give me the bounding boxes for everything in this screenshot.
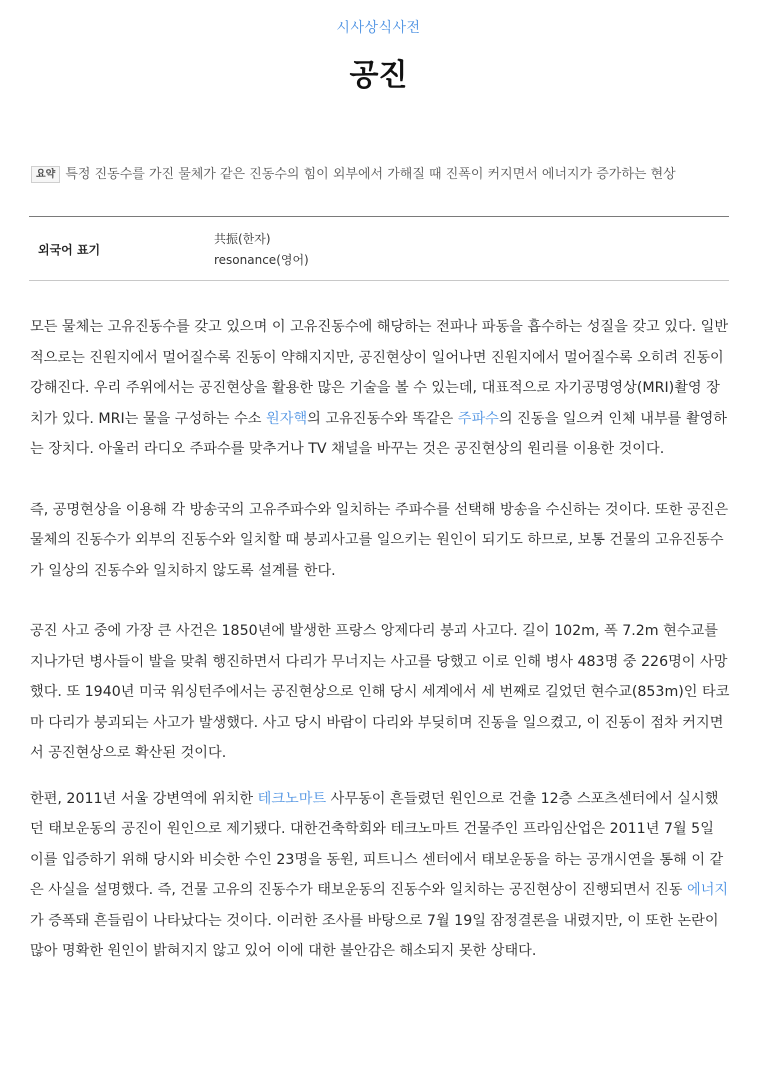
article-paragraph: [30, 784, 730, 967]
article-paragraph: [30, 616, 730, 769]
summary: [31, 163, 731, 183]
paragraph-text: 모든 물체는 고유진동수를 갖고 있으며 이 고유진동수에 해당하는 전파나 파동을 흡수하는 성질을 갖고 있다. 일반적으로는 진원지에서 멀어질수록 진동이 약해지지만, 공진현상이 일어나면 진원지에서 멀어질수록 오히려 진동이 강해진다. 우리 주위에서는 공진현상을 활용한 많은 기술을 볼 수 있는데, 대표적으로 자기공명영상(MRI)촬영 장치가 있다. MRI는 물을 구성하는 수소: [30, 319, 729, 427]
article-body: [30, 312, 730, 997]
paragraph-text: 즉, 공명현상을 이용해 각 방송국의 고유주파수와 일치하는 주파수를 선택해 방송을 수신하는 것이다. 또한 공진은 물체의 진동수가 외부의 진동수와 일치할 때 붕괴사고를 일으키는 원인이 되기도 하므로, 보통 건물의 고유진동수가 일상의 진동수와 일치하지 않도록 설계를 한다.: [30, 501, 729, 579]
paragraph-text: 의 고유진동수와 똑같은: [307, 410, 458, 427]
term-link[interactable]: 테크노마트: [257, 790, 327, 807]
term-link[interactable]: 에너지: [686, 882, 729, 898]
foreign-notation-values: [214, 229, 309, 271]
article-paragraph: [30, 312, 730, 465]
page-title: 공진: [349, 58, 408, 93]
paragraph-text: 한편, 2011년 서울 강변역에 위치한: [30, 790, 258, 807]
paragraph-text: 사무동이 흔들렸던 원인으로 건출 12층 스포츠센터에서 실시했던 태보운동의 공진이 원인으로 제기됐다. 대한건축학회와 테크노마트 건물주인 프라임산업은 2011년 7월 5일 이를 입증하기 위해 당시와 비슷한 수인 23명을 동원, 피트니스 센터에서 태보운동을 하는 공개시연을 통해 이 같은 사실을 설명했다. 즉, 건물 고유의 진동수가 태보운동의 진동수와 일치하는 공진현상이 진행되면서 진동: [30, 790, 724, 898]
notation-english: resonance(영어): [214, 253, 309, 267]
dictionary-category-link[interactable]: 시사상식사전: [336, 20, 421, 36]
summary-badge: 요약: [31, 166, 60, 183]
summary-text: 특정 진동수를 가진 물체가 같은 진동수의 힘이 외부에서 가해질 때 진폭이 커지면서 에너지가 증가하는 현상: [65, 167, 676, 182]
article-paragraph: [30, 495, 730, 587]
term-link[interactable]: 원자핵: [266, 410, 308, 427]
foreign-notation-table: [29, 216, 729, 281]
paragraph-text: 의 진동을 일으켜 인체 내부를 촬영하는 장치다. 아울러 라디오 주파수를 맞추거나 TV 채널을 바꾸는 것은 공진현상의 원리를 이용한 것이다.: [30, 410, 728, 457]
notation-hanja: 共振(한자): [214, 232, 271, 246]
paragraph-text: 가 증폭돼 흔들림이 나타났다는 것이다. 이러한 조사를 바탕으로 7월 19일 잠정결론을 내렸지만, 이 또한 논란이 많아 명확한 원인이 밝혀지지 않고 있어 이에 대한 불안감은 해소되지 못한 상태다.: [30, 912, 719, 959]
foreign-notation-label: 외국어 표기: [38, 243, 101, 257]
paragraph-text: 공진 사고 중에 가장 큰 사건은 1850년에 발생한 프랑스 앙제다리 붕괴 사고다. 길이 102m, 폭 7.2m 현수교를 지나가던 병사들이 발을 맞춰 행진하면서 다리가 무너지는 사고를 당했고 이로 인해 병사 483명 중 226명이 사망했다. 또 1940년 미국 워싱턴주에서는 공진현상으로 인해 당시 세계에서 세 번째로 길었던 현수교(853m)인 타코마 다리가 붕괴되는 사고가 발생했다. 사고 당시 바람이 다리와 부딪히며 진동을 일으켰고, 이 진동이 점차 커지면서 공진현상으로 확산된 것이다.: [30, 623, 730, 761]
term-link[interactable]: 주파수: [457, 410, 499, 427]
